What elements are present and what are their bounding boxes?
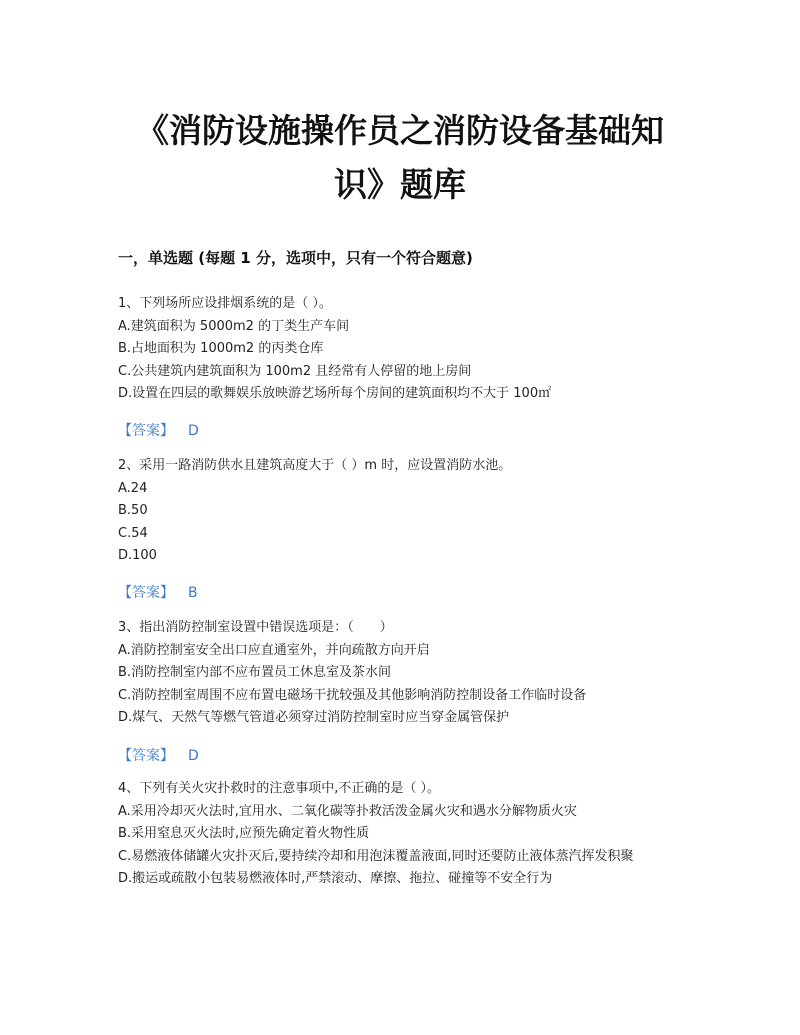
question-stem: 4、下列有关火灾扑救时的注意事项中,不正确的是（ ）。	[118, 781, 441, 796]
option-a: A.消防控制室安全出口应直通室外，并向疏散方向开启	[118, 642, 430, 658]
answer-1	[118, 420, 199, 440]
option-d: D.搬运或疏散小包装易燃液体时,严禁滚动、摩擦、拖拉、碰撞等不安全行为	[118, 871, 553, 886]
option-b: B.占地面积为 1000m2 的丙类仓库	[118, 341, 324, 356]
option-c: C.易燃液体储罐火灾扑灭后,要持续冷却和用泡沫覆盖液面,同时还要防止液体蒸汽挥发积聚	[118, 848, 634, 864]
document-title	[100, 104, 700, 212]
option-d: D.100	[118, 548, 157, 563]
question-3	[118, 617, 678, 730]
answer-3	[118, 745, 199, 765]
section-heading: 一，单选题 (每题 1 分，选项中，只有一个符合题意)	[118, 249, 473, 267]
title-line-2: 识》题库	[334, 165, 466, 204]
option-b: B.采用窒息灭火法时,应预先确定着火物性质	[118, 826, 370, 841]
answer-2	[118, 582, 198, 602]
question-stem: 3、指出消防控制室设置中错误选项是：（ ）	[118, 620, 393, 635]
answer-label: 【答案】	[118, 585, 174, 601]
option-d: D.煤气、天然气等燃气管道必须穿过消防控制室时应当穿金属管保护	[118, 710, 510, 725]
answer-label: 【答案】	[118, 423, 174, 439]
option-b: B.消防控制室内部不应布置员工休息室及茶水间	[118, 665, 392, 680]
title-line-1: 《消防设施操作员之消防设备基础知	[136, 111, 664, 150]
option-c: C.公共建筑内建筑面积为 100m2 且经常有人停留的地上房间	[118, 363, 472, 379]
question-stem: 2、采用一路消防供水且建筑高度大于（ ）m 时，应设置消防水池。	[118, 458, 512, 473]
option-c: C.54	[118, 525, 148, 541]
option-a: A.采用冷却灭火法时,宜用水、二氧化碳等扑救活泼金属火灾和遇水分解物质火灾	[118, 803, 577, 819]
option-a: A.24	[118, 480, 148, 496]
question-2	[118, 455, 678, 568]
option-c: C.消防控制室周围不应布置电磁场干扰较强及其他影响消防控制设备工作临时设备	[118, 687, 587, 703]
answer-value: D	[188, 748, 199, 764]
option-b: B.50	[118, 503, 148, 518]
question-4	[118, 778, 678, 891]
answer-value: D	[188, 423, 199, 439]
question-1	[118, 293, 678, 406]
answer-label: 【答案】	[118, 748, 174, 764]
answer-value: B	[188, 585, 198, 601]
option-d: D.设置在四层的歌舞娱乐放映游艺场所每个房间的建筑面积均不大于 100㎡	[118, 386, 552, 401]
option-a: A.建筑面积为 5000m2 的丁类生产车间	[118, 318, 350, 334]
question-stem: 1、下列场所应设排烟系统的是（ ）。	[118, 296, 332, 311]
